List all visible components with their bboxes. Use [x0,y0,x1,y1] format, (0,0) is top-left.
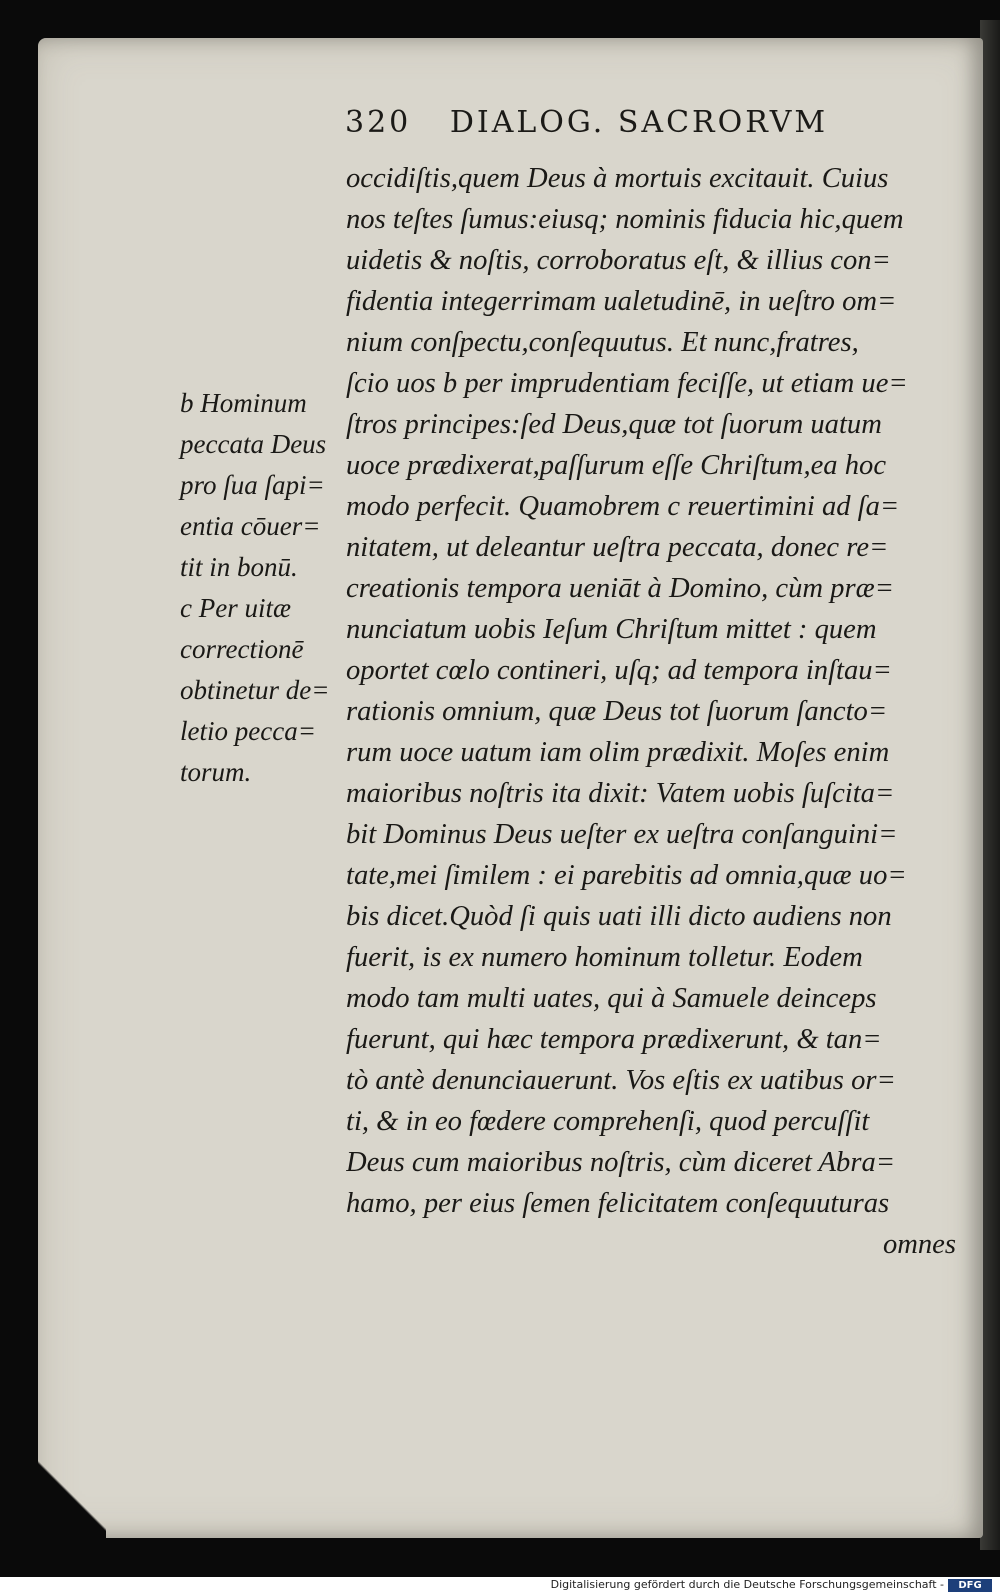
margin-note-line: tit in bonū. [180,552,298,582]
catchword: omnes [882,1229,956,1260]
text-line: nunciatum uobis Ieſum Chriſtum mittet : quem [346,614,877,645]
margin-note-line: entia cōuer= [180,511,321,541]
text-line: nos teſtes ſumus:eiusq; nominis fiducia hic,quem [346,204,904,235]
text-line: fidentia integerrimam ualetudinē, in ueſtro om= [346,286,897,317]
margin-note-line: correctionē [180,634,304,664]
main-text-block [346,158,956,1265]
running-head [345,105,925,140]
text-line: ſtros principes:ſed Deus,quæ tot ſuorum uatum [346,409,882,440]
margin-note-line: obtinetur de= [180,675,330,705]
text-line: Deus cum maioribus noſtris, cùm diceret Abra= [346,1147,896,1178]
text-line: fuerunt, qui hæc tempora prædixerunt, & tan= [346,1024,882,1055]
text-line: occidiſtis,quem Deus à mortuis excitauit. Cuius [346,163,889,194]
book-spine [980,20,1000,1550]
text-line: ſcio uos b per imprudentiam feciſſe, ut etiam ue= [346,368,908,399]
margin-note-line: peccata Deus [180,429,327,459]
text-line: bit Dominus Deus ueſter ex ueſtra conſanguini= [346,819,898,850]
text-line: uoce prædixerat,paſſurum eſſe Chriſtum,ea hoc [346,450,887,481]
text-line: hamo, per eius ſemen felicitatem conſequuturas [346,1188,890,1219]
text-line: bis dicet.Quòd ſi quis uati illi dicto audiens non [346,901,892,932]
text-line: nium conſpectu,conſequutus. Et nunc,fratres, [346,327,859,358]
margin-note-line: letio pecca= [180,716,316,746]
text-line: tò antè denunciauerunt. Vos eſtis ex uatibus or= [346,1065,896,1096]
text-line: rum uoce uatum iam olim prædixit. Moſes enim [346,737,890,768]
text-line: ti, & in eo fœdere comprehenſi, quod percuſſit [346,1106,870,1137]
text-line: oportet cœlo contineri, uſq; ad tempora inſtau= [346,655,892,686]
marginal-notes [180,383,345,793]
text-line: modo perfecit. Quamobrem c reuertimini ad ſa= [346,491,900,522]
margin-note-line: pro ſua ſapi= [180,470,325,500]
text-line: uidetis & noſtis, corroboratus eſt, & illius con= [346,245,891,276]
margin-note-line: c Per uitæ [180,593,291,623]
margin-note-line: torum. [180,757,252,787]
text-line: fuerit, is ex numero hominum tolletur. Eodem [346,942,863,973]
margin-note-line: b Hominum [180,388,307,418]
page-number: 320 [345,105,412,140]
text-line: modo tam multi uates, qui à Samuele deinceps [346,983,877,1014]
text-line: creationis tempora ueniāt à Domino, cùm præ= [346,573,894,604]
dfg-logo: DFG [948,1579,992,1592]
text-line: tate,mei ſimilem : ei parebitis ad omnia,quæ uo= [346,860,907,891]
running-title: DIALOG. SACRORVM [449,105,829,140]
text-line: maioribus noſtris ita dixit: Vatem uobis ſuſcita= [346,778,895,809]
text-line: rationis omnium, quæ Deus tot ſuorum ſancto= [346,696,888,727]
text-line: nitatem, ut deleantur ueſtra peccata, donec re= [346,532,889,563]
funding-credit: Digitalisierung gefördert durch die Deutsche Forschungsgemeinschaft - [550,1578,944,1591]
